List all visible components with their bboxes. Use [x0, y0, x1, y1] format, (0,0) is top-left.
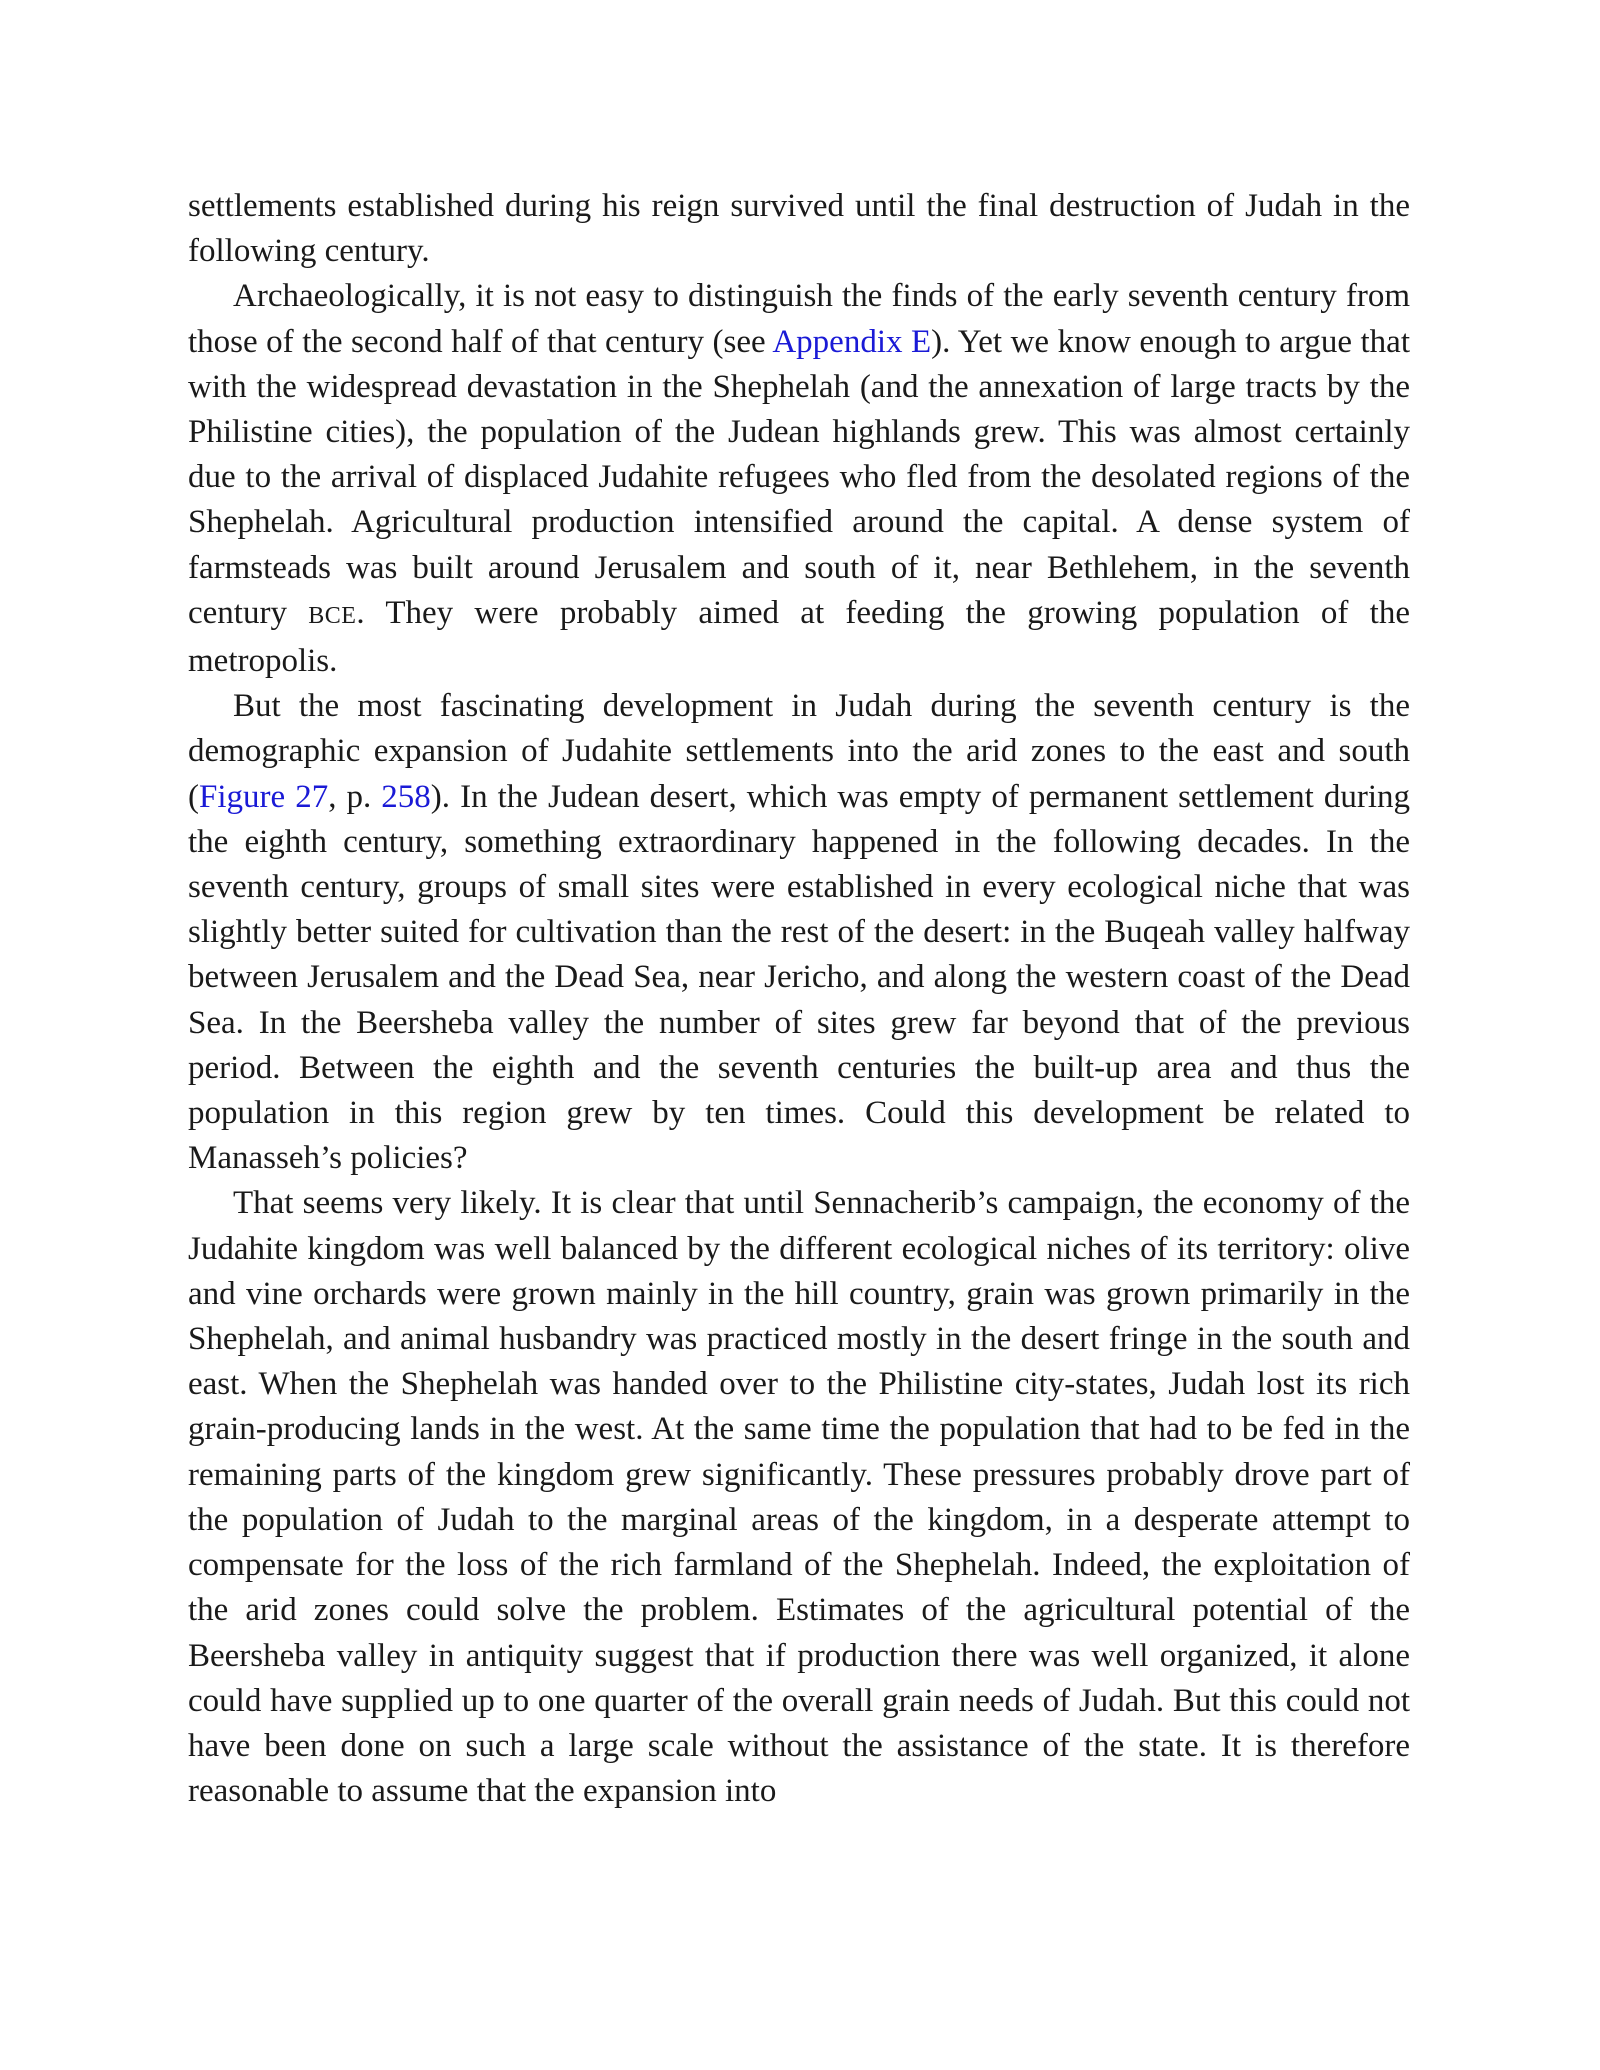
paragraph-text: ). Yet we know enough to argue that with the widespread devastation in the Shephelah (and the annexation of large tracts by the Philistine cities), the population of the Judean highlands grew. This was almost certainly due to the arrival of displaced Judahite refugees who fled from the desolated regions of the Shephelah. Agricultural production intensified around the capital. A dense system of farmsteads was built around Jerusalem and south of it, near Bethlehem, in the seventh century [188, 323, 1410, 631]
era-abbreviation: BCE [308, 602, 357, 629]
paragraph-archaeology [188, 274, 1410, 684]
paragraph-text: Archaeologically, it is not easy to distinguish the finds of the early seventh century from those of the second half of that century (see [188, 278, 1410, 360]
appendix-e-link[interactable]: Appendix E [772, 323, 932, 360]
paragraph-text: But the most fascinating development in Judah during the seventh century is the demographic expansion of Judahite settlements into the arid zones to the east and south ( [188, 688, 1410, 815]
paragraph-text: . They were probably aimed at feeding the growing population of the metropolis. [188, 594, 1410, 680]
paragraph-text: ). In the Judean desert, which was empty of permanent settlement during the eighth century, something extraordinary happened in the following decades. In the seventh century, groups of small sites were established in every ecological niche that was slightly better suited for cultivation than the rest of the desert: in the Buqeah valley halfway between Jerusalem and the Dead Sea, near Jericho, and along the western coast of the Dead Sea. In the Beersheba valley the number of sites grew far beyond that of the previous period. Between the eighth and the seventh centuries the built-up area and thus the population in this region grew by ten times. Could this development be related to Manasseh’s policies? [188, 778, 1410, 1177]
paragraph-text: That seems very likely. It is clear that until Sennacherib’s campaign, the economy of the Judahite kingdom was well balanced by the different ecological niches of its territory: olive and vine orchards were grown mainly in the hill country, grain was grown primarily in the Shephelah, and animal husbandry was practiced mostly in the desert fringe in the south and east. When the Shephelah was handed over to the Philistine city-states, Judah lost its rich grain-producing lands in the west. At the same time the population that had to be fed in the remaining parts of the kingdom grew significantly. These pressures probably drove part of the population of Judah to the marginal areas of the kingdom, in a desperate attempt to compensate for the loss of the rich farmland of the Shephelah. Indeed, the exploitation of the arid zones could solve the problem. Estimates of the agricultural potential of the Beersheba valley in antiquity suggest that if production there was well organized, it alone could have supplied up to one quarter of the overall grain needs of Judah. But this could not have been done on such a large scale without the assistance of the state. It is therefore reasonable to assume that the expansion into [188, 1185, 1410, 1810]
body-text [188, 184, 1410, 1814]
paragraph-text: settlements established during his reign survived until the final destruction of Judah in the following century. [188, 188, 1410, 270]
paragraph-economy [188, 1181, 1410, 1814]
paragraph-text: , p. [328, 778, 382, 815]
page-258-link[interactable]: 258 [381, 778, 431, 815]
paragraph-continuation [188, 184, 1410, 274]
paragraph-demographic-expansion [188, 684, 1410, 1181]
figure-27-link[interactable]: Figure 27 [199, 778, 329, 815]
